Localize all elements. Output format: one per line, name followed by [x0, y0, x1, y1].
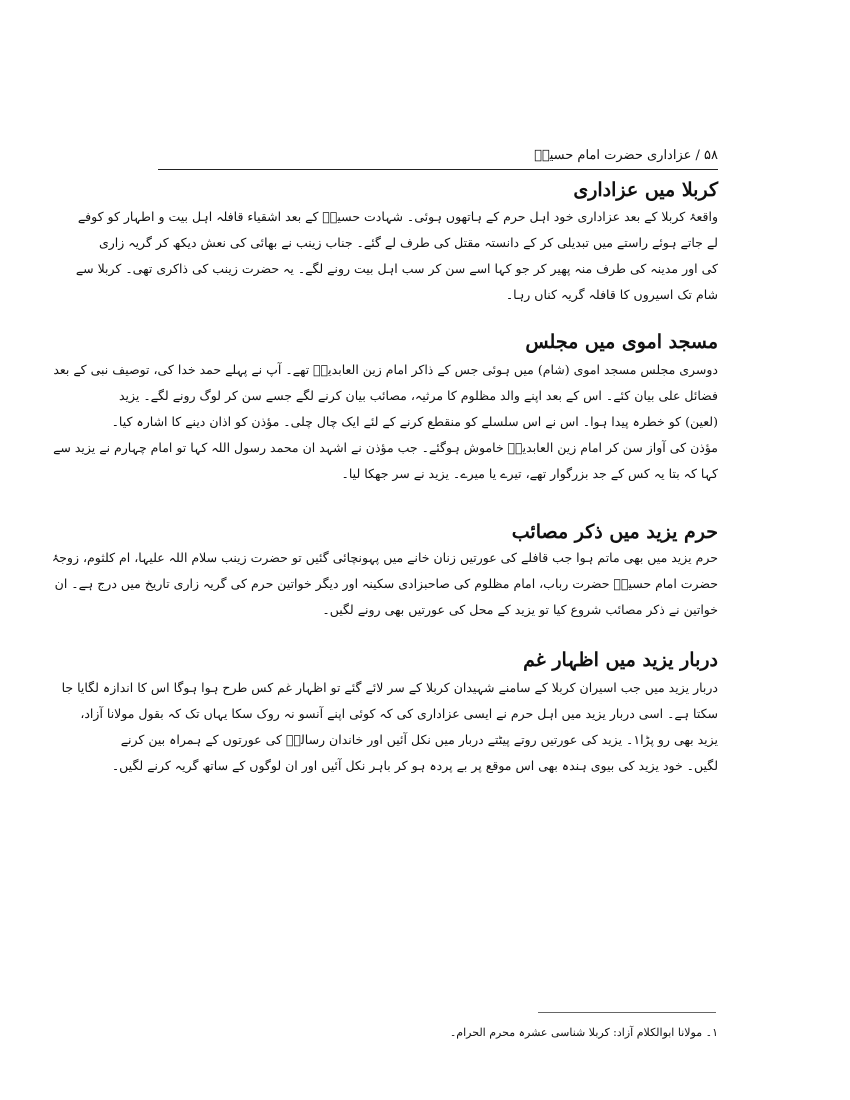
- text-line: مؤذن کی آواز سن کر امام زین العابدینؑ خاموش ہوگئے۔ جب مؤذن نے اشہد ان محمد رسول اللہ کہا تو امام چہارم نے یزید سے: [53, 440, 718, 455]
- text-line: حرم یزید میں بھی ماتم ہوا جب قافلے کی عورتیں زنان خانے میں پہونچائی گئیں تو حضرت زینب سلام اللہ علیہا، ام کلثوم، زوجۂ: [51, 550, 718, 565]
- text-line: سکتا ہے۔ اسی دربار یزید میں اہل حرم نے ایسی عزاداری کی کہ کوئی اپنے آنسو نہ روک سکا یہاں تک کہ بقول مولانا آزاد،: [80, 706, 718, 721]
- text-line: لے جاتے ہوئے راستے میں تبدیلی کر کے دانستہ مقتل کی طرف لے گئے۔ جناب زینب نے بھائی کی نعش دیکھ کر گریہ زاری: [98, 235, 718, 250]
- text-line: کی اور مدینہ کی طرف منہ پھیر کر جو کہا اسے سن کر سب اہل بیت رونے لگے۔ یہ حضرت زینب کی ذاکری تھی۔ کربلا سے: [75, 261, 718, 276]
- text-line: خواتین نے ذکر مصائب شروع کیا تو یزید کے محل کی عورتیں بھی رونے لگیں۔: [322, 602, 718, 617]
- header-divider: [158, 169, 718, 170]
- footnote-divider: [538, 1012, 716, 1013]
- text-line: حضرت امام حسینؑ حضرت رباب، امام مظلوم کی صاحبزادی سکینہ اور دیگر خواتین حرم کی گریہ زاری تاریخ میں درج ہے۔ ان: [54, 576, 718, 591]
- section-heading: دربار یزید میں اظہار غم: [523, 649, 718, 671]
- running-header: ۵۸ / عزاداری حضرت امام حسینؑ: [534, 148, 718, 163]
- text-line: لگیں۔ خود یزید کی بیوی ہندہ بھی اس موقع پر بے پردہ ہو کر باہر نکل آئیں اور ان لوگوں کے ساتھ گریہ کرنے لگیں۔: [111, 758, 718, 773]
- text-line: (لعین) کو خطرہ پیدا ہوا۔ اس نے اس سلسلے کو منقطع کرنے کے لئے ایک چال چلی۔ مؤذن کو اذان دینے کا اشارہ کیا۔: [111, 414, 718, 429]
- footnote: ۱۔ مولانا ابوالکلام آزاد: کربلا شناسی عشرہ محرم الحرام۔: [449, 1026, 718, 1039]
- section-heading: کربلا میں عزاداری: [573, 179, 718, 201]
- section-heading: حرم یزید میں ذکر مصائب: [511, 521, 718, 543]
- section-heading: مسجد اموی میں مجلس: [525, 331, 718, 353]
- text-line: دوسری مجلس مسجد اموی (شام) میں ہوئی جس کے ذاکر امام زین العابدینؑ تھے۔ آپ نے پہلے حمد خدا کی، توصیف نبی کے بعد: [53, 362, 718, 377]
- text-line: واقعۂ کربلا کے بعد عزاداری خود اہل حرم کے ہاتھوں ہوئی۔ شہادت حسینؑ کے بعد اشقیاء قافلہ اہل بیت و اطہار کو کوفے: [77, 209, 718, 224]
- text-line: فضائل علی بیان کئے۔ اس کے بعد اپنے والد مظلوم کا مرثیہ، مصائب بیان کرنے لگے جسے سن کر لوگ رونے لگے۔ یزید: [118, 388, 718, 403]
- text-line: شام تک اسیروں کا قافلہ گریہ کناں رہا۔: [505, 287, 718, 302]
- text-line: کہا کہ بتا یہ کس کے جد بزرگوار تھے، تیرے یا میرے۔ یزید نے سر جھکا لیا۔: [341, 466, 718, 481]
- text-line: دربار یزید میں جب اسیران کربلا کے سامنے شہیدان کربلا کے سر لائے گئے تو اظہار غم کس طرح ہوا ہوگا اس کا اندازہ لگایا جا: [61, 680, 718, 695]
- text-line: یزید بھی رو پڑا۱۔ یزید کی عورتیں روتے پیٹتے دربار میں نکل آئیں اور خاندان رسالتؐ کی عورتوں کے ہمراہ بین کرنے: [120, 732, 718, 747]
